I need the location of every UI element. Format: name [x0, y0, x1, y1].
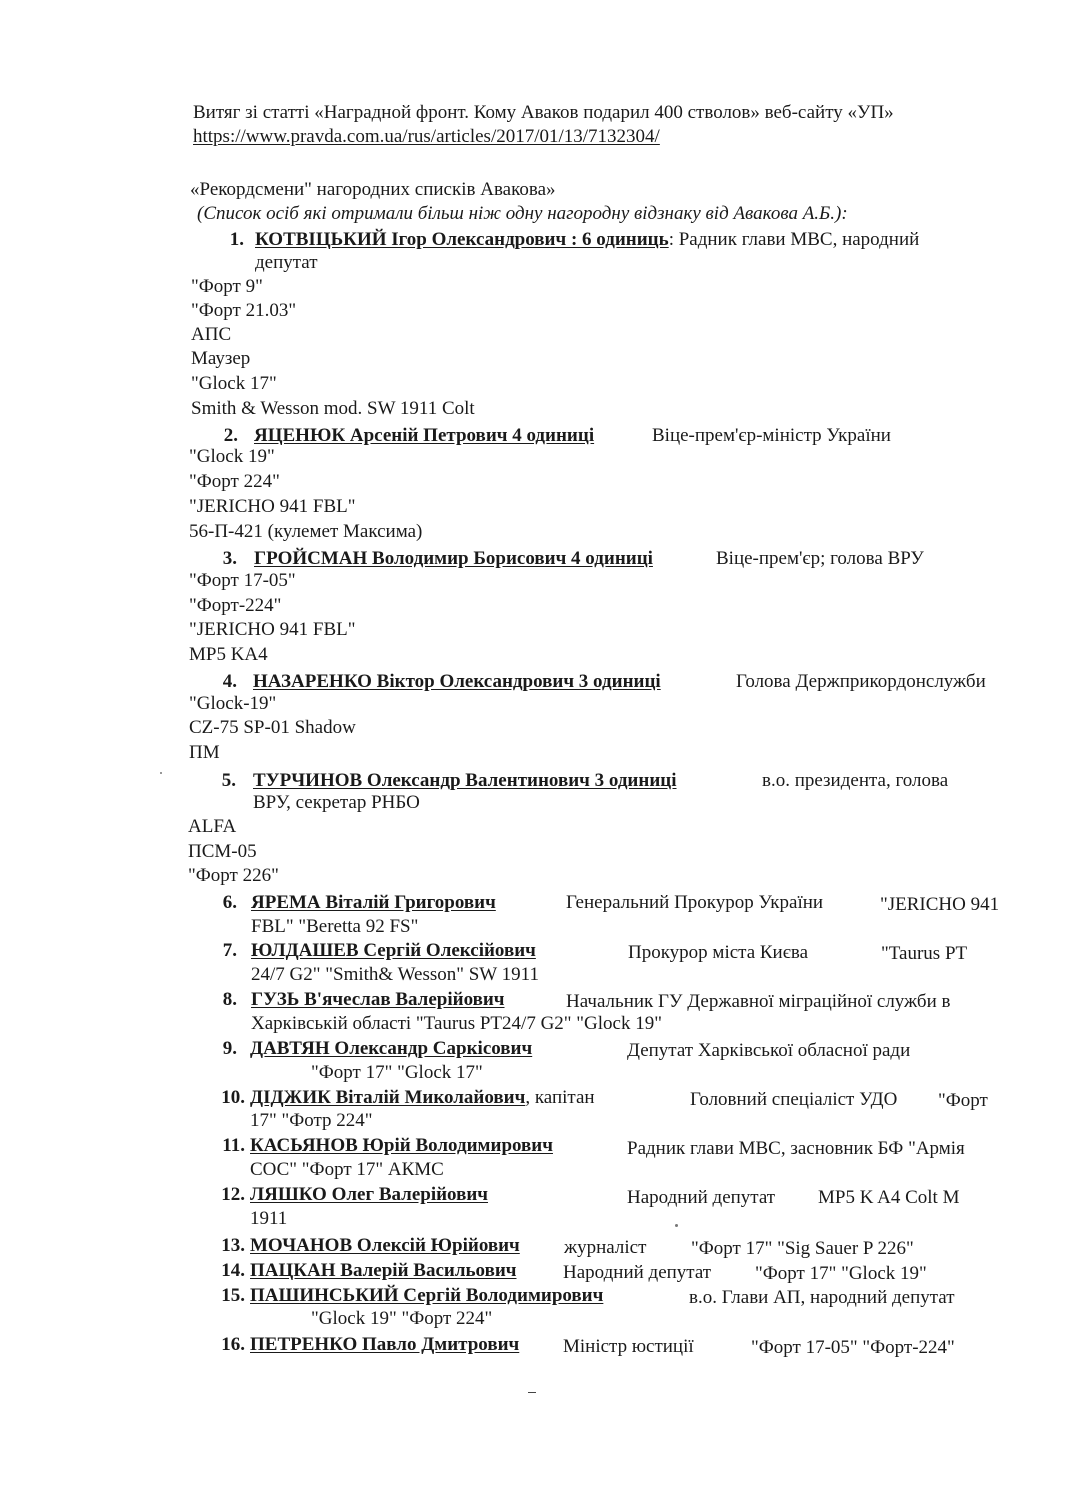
article-link[interactable]: https://www.pravda.com.ua/rus/articles/2017/01/13/7132304/	[193, 126, 660, 147]
entry-weapons: "Glock 19" "Форт 224"	[311, 1308, 493, 1329]
entry-number: 4.	[222, 671, 237, 692]
entry-weapons: "Форт 17" "Glock 19"	[755, 1263, 927, 1284]
entry-number: 9.	[222, 1038, 237, 1059]
entry-description: Генеральний Прокурор України	[566, 892, 824, 913]
entry-description: журналіст	[564, 1237, 647, 1258]
entry-number: 11.	[222, 1135, 245, 1156]
entry-number: 14.	[221, 1260, 245, 1281]
entry-description: Віце-прем'єр-міністр України	[652, 425, 891, 446]
entry-description-cont: ВРУ, секретар РНБО	[253, 792, 420, 813]
entry-weapons: "JERICHO 941	[880, 894, 1000, 915]
entry-description-cont: СОС" "Форт 17" АКМС	[250, 1159, 444, 1180]
weapon-item: "Форт 9"	[191, 276, 263, 297]
entry-heading	[250, 1088, 595, 1107]
entry-name: ГУЗЬ В'ячеслав Валерійович	[251, 989, 505, 1010]
weapon-item: АПС	[191, 324, 232, 345]
entry-number: 6.	[222, 892, 237, 913]
weapon-item: "Glock 17"	[191, 373, 277, 394]
entry-number: 13.	[221, 1235, 245, 1256]
entry-name: ЯРЕМА Віталій Григорович	[251, 892, 496, 913]
weapon-item: "Форт 226"	[188, 865, 279, 886]
entry-name: ЯЦЕНЮК Арсеній Петрович 4 одиниці	[254, 425, 595, 446]
entry-description: Голова Держприкордонслужби	[736, 671, 986, 692]
entry-description-cont: депутат	[255, 252, 318, 273]
entry-description: Народний депутат	[563, 1262, 712, 1283]
entry-description: в.о. президента, голова	[762, 770, 949, 791]
entry-name: ЮЛДАШЕВ Сергій Олексійович	[251, 940, 536, 961]
entry-number: 8.	[222, 989, 237, 1010]
entry-description: Головний спеціаліст УДО	[690, 1089, 898, 1110]
entry-number: 2.	[223, 425, 238, 446]
entry-name: ПАЦКАН Валерій Васильович	[250, 1260, 517, 1281]
entry-description: Народний депутат	[627, 1187, 776, 1208]
weapon-item: "JERICHO 941 FBL"	[189, 496, 356, 517]
weapon-item: "Форт 21.03"	[191, 300, 297, 321]
entry-number: 1.	[229, 229, 244, 250]
entry-description: Віце-прем'єр; голова ВРУ	[716, 548, 924, 569]
entry-name: КОТВІЦЬКИЙ Ігор Олександрович : 6 одиниць	[255, 229, 669, 250]
entry-weapons: "Форт	[938, 1090, 988, 1111]
entry-weapons: "Taurus PT	[881, 943, 968, 964]
entry-name: КАСЬЯНОВ Юрій Володимирович	[250, 1135, 553, 1156]
entry-number: 12.	[221, 1184, 245, 1205]
entry-description-cont: Харківській області "Taurus PT24/7 G2" "Glock 19"	[251, 1013, 662, 1034]
entry-description: Начальник ГУ Державної міграційної служби в	[566, 991, 951, 1012]
entry-name: ПАШИНСЬКИЙ Сергій Володимирович	[250, 1285, 604, 1306]
weapon-item: "Glock 19"	[189, 446, 275, 467]
weapon-item: Smith & Wesson mod. SW 1911 Colt	[191, 398, 475, 419]
weapon-item: ALFA	[188, 816, 237, 837]
entry-weapons: MP5 K A4 Colt M	[818, 1187, 960, 1208]
entry-name: НАЗАРЕНКО Віктор Олександрович 3 одиниці	[253, 671, 661, 692]
weapon-item: "Glock-19"	[189, 693, 277, 714]
weapon-item: ПСМ-05	[188, 841, 257, 862]
header-line: Витяг зі статті «Наградной фронт. Кому Аваков подарил 400 стволов» веб-сайту «УП»	[193, 102, 894, 123]
weapon-item: "Форт 224"	[189, 471, 280, 492]
scan-mark	[528, 1392, 536, 1393]
entry-description: в.о. Глави АП, народний депутат	[689, 1287, 955, 1308]
entry-number: 7.	[222, 940, 237, 961]
entry-number: 10.	[221, 1087, 245, 1108]
weapon-item: ПМ	[189, 742, 220, 763]
entry-description: Прокурор міста Києва	[628, 942, 809, 963]
weapon-item: "Форт 17-05"	[189, 570, 296, 591]
entry-description: : Радник глави МВС, народний	[668, 229, 920, 250]
entry-weapons: "Форт 17-05" "Форт-224"	[751, 1337, 955, 1358]
scan-speck	[675, 1224, 678, 1227]
entry-name: ДІДЖИК Віталій Миколайович	[250, 1087, 526, 1108]
entry-weapons: "Форт 17" "Sig Sauer P 226"	[691, 1238, 914, 1259]
weapon-item: MP5 KA4	[189, 644, 268, 665]
entry-number: 5.	[221, 770, 236, 791]
entry-description-cont: 1911	[250, 1208, 288, 1229]
entry-name: МОЧАНОВ Олексій Юрійович	[250, 1235, 520, 1256]
scan-speck	[160, 772, 162, 774]
weapon-item: "JERICHO 941 FBL"	[189, 619, 356, 640]
list-title: «Рекордсмени" нагородних списків Авакова»	[190, 179, 556, 200]
entry-description: Радник глави МВС, засновник БФ "Армія	[627, 1138, 965, 1159]
entry-rank: , капітан	[525, 1087, 595, 1108]
entry-description: Депутат Харківської обласної ради	[627, 1040, 911, 1061]
entry-name: ТУРЧИНОВ Олександр Валентинович 3 одиниці	[253, 770, 677, 791]
entry-heading	[255, 230, 919, 249]
entry-name: ПЕТРЕНКО Павло Дмитрович	[250, 1334, 520, 1355]
weapon-item: Маузер	[191, 348, 251, 369]
entry-name: ГРОЙСМАН Володимир Борисович 4 одиниці	[254, 548, 653, 569]
weapon-item: "Форт-224"	[189, 595, 282, 616]
entry-name: ЛЯШКО Олег Валерійович	[250, 1184, 489, 1205]
entry-name: ДАВТЯН Олександр Саркісович	[250, 1038, 533, 1059]
entry-description-cont: 24/7 G2" "Smith& Wesson" SW 1911	[251, 964, 539, 985]
weapon-item: CZ-75 SP-01 Shadow	[189, 717, 356, 738]
entry-description-cont: FBL" "Beretta 92 FS"	[251, 916, 419, 937]
list-subtitle: (Список осіб які отримали більш ніж одну нагородну відзнаку від Авакова А.Б.):	[197, 203, 848, 224]
entry-number: 15.	[221, 1285, 245, 1306]
entry-description-cont: 17" "Фотр 224"	[250, 1110, 373, 1131]
weapon-item: 56-П-421 (кулемет Максима)	[189, 521, 423, 542]
entry-description: Міністр юстиції	[563, 1336, 694, 1357]
entry-number: 3.	[222, 548, 237, 569]
entry-weapons: "Форт 17" "Glock 17"	[311, 1062, 483, 1083]
entry-number: 16.	[221, 1334, 245, 1355]
